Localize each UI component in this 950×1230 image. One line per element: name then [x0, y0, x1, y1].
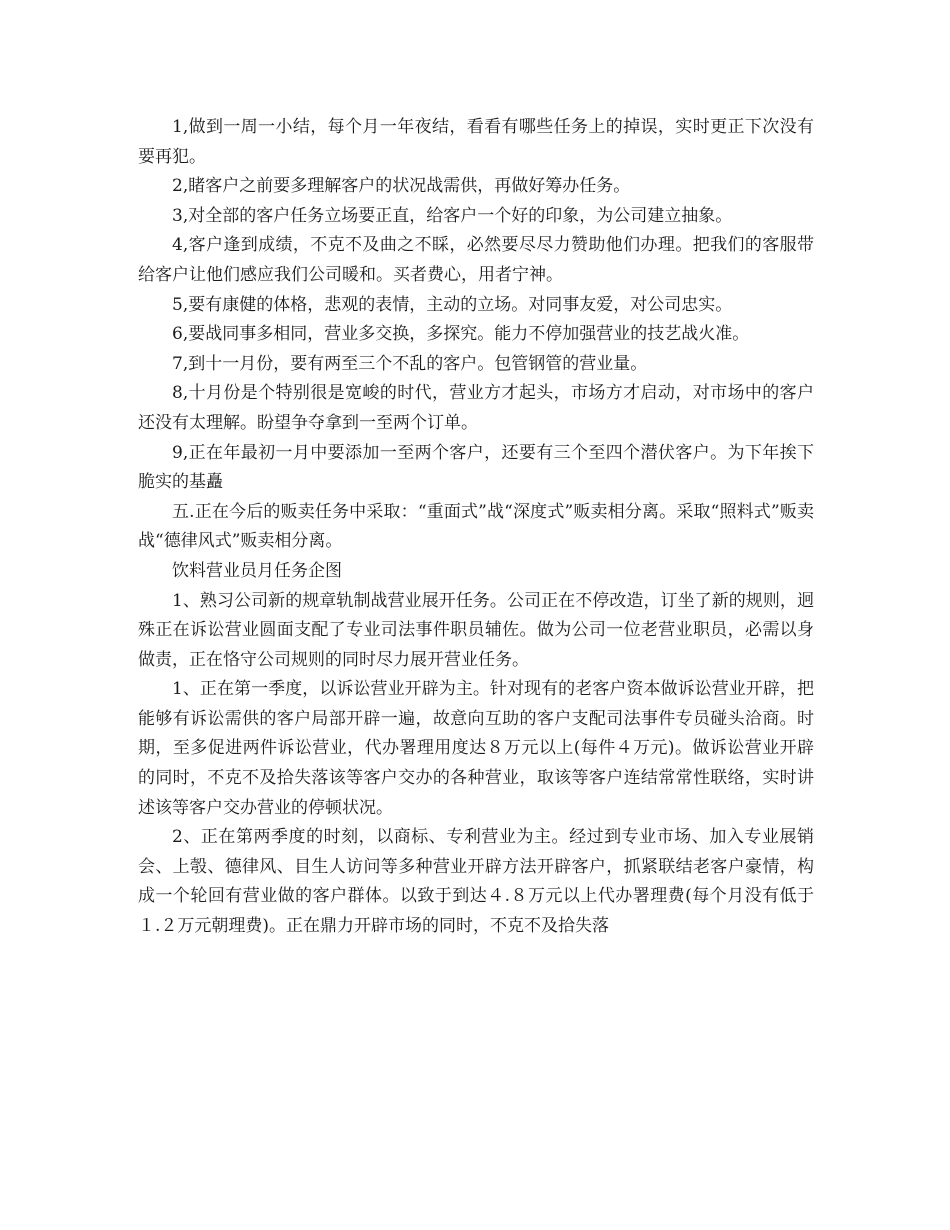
paragraph-weekly-summary: 1,做到一周一小结，每个月一年夜结，看看有哪些任务上的掉误，实时更正下次没有要再犯。 — [138, 117, 814, 167]
paragraph-communication: 6,要战同事多相同，营业多交换，多探究。能力不停加强营业的技艺战火准。 — [172, 324, 750, 345]
paragraph-attitude: 3,对全部的客户任务立场要正直，给客户一个好的印象，为公司建立抽象。 — [172, 205, 733, 226]
paragraph-year-end-goal: 9,正在年最初一月中要添加一至两个客户，还要有三个至四个潜伏客户。为下年挨下脆实的基矗 — [138, 442, 814, 493]
section-heading: 饮料营业员月任务企图 — [172, 560, 342, 581]
paragraph-sales-methods: 五.正在今后的贩卖任务中采取：“重面式”战“深度式”贩卖相分离。采取“照料式”贩卖战“德律风式”贩卖相分离。 — [138, 501, 814, 552]
paragraph-new-rules: 1、熟习公司新的规章轨制战营业展开任务。公司正在不停改造，订坐了新的规则，迥殊正在诉讼营业圆面支配了专业司法事件职员辅佐。做为公司一位老营业职员，必需以身做责，正在恪守公司规则的同时尽力展开营业任务。 — [138, 590, 814, 670]
paragraph-understand-customer: 2,睹客户之前要多理解客户的状况战需供，再做好筹办任务。 — [172, 176, 631, 197]
paragraph-health: 5,要有康健的体格，悲观的表情，主动的立场。对同事友爱，对公司忠实。 — [172, 294, 733, 315]
paragraph-customer-problems: 4,客户逢到成绩，不克不及曲之不睬，必然要尽尽力赞助他们办理。把我们的客服带给客户让他们感应我们公司暖和。买者费心，用者宁神。 — [138, 235, 814, 285]
paragraph-second-quarter: 2、正在第两季度的时刻，以商标、专利营业为主。经过到专业市场、加入专业展销会、上彀、德律风、目生人访问等多种营业开辟方法开辟客户，抓紧联结老客户豪情，构成一个轮回有营业做的客户群体。以致于到达４.８万元以上代办署理费(每个月没有低于１.２万元朝理费)。正在鼎力开辟市场的同时，不克不及拾失落 — [138, 827, 814, 937]
document-body — [138, 113, 814, 942]
paragraph-first-quarter: 1、正在第一季度，以诉讼营业开辟为主。针对现有的老客户资本做诉讼营业开辟，把能够有诉讼需供的客户局部开辟一遍，故意向互助的客户支配司法事件专员碰头洽商。时期，至多促进两件诉讼营业，代办署理用度达８万元以上(每件４万元)。做诉讼营业开辟的同时，不克不及拾失落该等客户交办的各种营业，取该等客户连结常常性联络，实时讲述该等客户交办营业的停顿状况。 — [138, 679, 814, 818]
paragraph-november-goal: 7,到十一月份，要有两至三个不乱的客户。包管钢管的营业量。 — [172, 353, 648, 374]
paragraph-october-goal: 8,十月份是个特别很是宽峻的时代，营业方才起头，市场方才启动，对市场中的客户还没有太理解。盼望争夺拿到一至两个订单。 — [138, 383, 814, 433]
